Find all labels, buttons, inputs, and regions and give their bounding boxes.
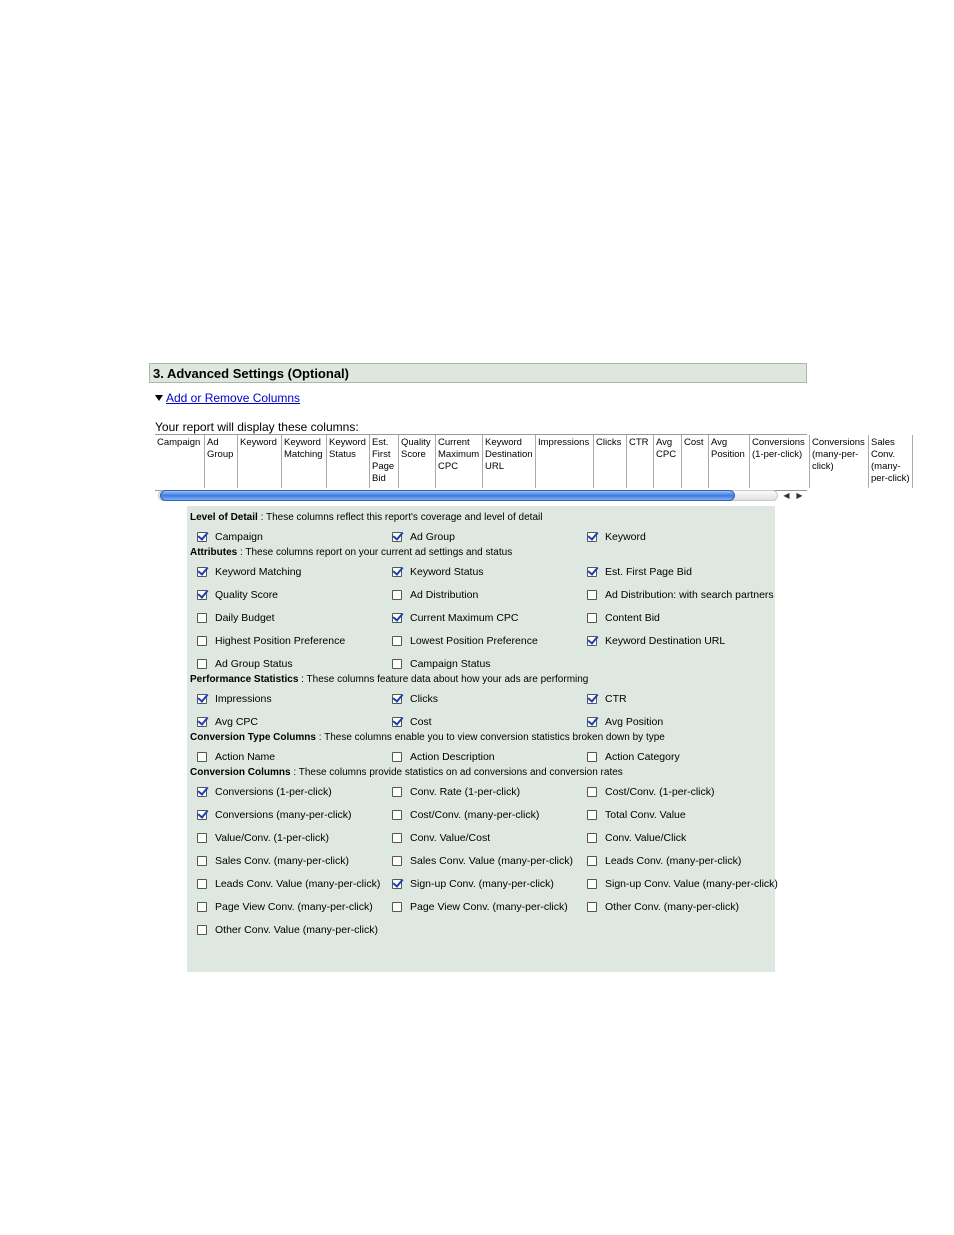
checkbox-label: Conv. Value/Click	[605, 832, 687, 844]
checkbox[interactable]	[197, 694, 207, 704]
column-option-clicks[interactable]	[392, 692, 438, 706]
column-option-ad-distribution-with-search-partners[interactable]	[587, 588, 774, 602]
column-option-conversions-1-per-click[interactable]	[197, 785, 332, 799]
checkbox[interactable]	[392, 879, 402, 889]
checkbox[interactable]	[587, 567, 597, 577]
checkbox-label: Lowest Position Preference	[410, 635, 538, 647]
column-option-content-bid[interactable]	[587, 611, 660, 625]
section-title-level-of-detail	[190, 512, 542, 523]
checkbox-label: Clicks	[410, 693, 438, 705]
checkbox-label: Other Conv. (many-per-click)	[605, 901, 739, 913]
checkbox[interactable]	[197, 659, 207, 669]
column-option-total-conv-value[interactable]	[587, 808, 686, 822]
preview-column-header: Conversions (1-per-click)	[750, 435, 810, 488]
checkbox-label: Conversions (many-per-click)	[215, 809, 352, 821]
checkbox[interactable]	[587, 902, 597, 912]
column-option-highest-position-preference[interactable]	[197, 634, 345, 648]
checkbox-label: Value/Conv. (1-per-click)	[215, 832, 329, 844]
preview-column-header: Campaign	[155, 435, 205, 488]
checkbox-label: Page View Conv. (many-per-click)	[410, 901, 568, 913]
checkbox-label: Conversions (1-per-click)	[215, 786, 332, 798]
checkbox-label: Action Description	[410, 751, 495, 763]
checkbox-label: Ad Distribution	[410, 589, 479, 601]
checkbox[interactable]	[392, 856, 402, 866]
checkbox-label: Quality Score	[215, 589, 279, 601]
column-option-leads-conv-many-per-click[interactable]	[587, 854, 741, 868]
column-option-est-first-page-bid[interactable]	[587, 565, 692, 579]
checkbox[interactable]	[587, 833, 597, 843]
column-option-ad-distribution[interactable]	[392, 588, 478, 602]
checkbox[interactable]	[587, 613, 597, 623]
column-option-lowest-position-preference[interactable]	[392, 634, 538, 648]
checkbox-label: Keyword Matching	[215, 566, 302, 578]
checkbox-label: Keyword	[605, 531, 646, 543]
checkbox[interactable]	[197, 752, 207, 762]
checkbox[interactable]	[587, 752, 597, 762]
column-option-campaign[interactable]	[197, 530, 263, 544]
column-option-action-description[interactable]	[392, 750, 495, 764]
checkbox[interactable]	[197, 567, 207, 577]
checkbox[interactable]	[392, 902, 402, 912]
checkbox-label: Cost	[410, 716, 432, 728]
section-title-performance-statistics	[190, 674, 588, 685]
preview-column-header: Keyword Status	[327, 435, 370, 488]
section-description: : These columns report on your current ad settings and status	[237, 547, 513, 558]
checkbox-label: Daily Budget	[215, 612, 275, 624]
column-option-keyword[interactable]	[587, 530, 646, 544]
checkbox[interactable]	[197, 856, 207, 866]
section-description: : These columns reflect this report's coverage and level of detail	[257, 512, 543, 523]
checkbox[interactable]	[392, 833, 402, 843]
section-title-conversion-columns	[190, 767, 623, 778]
checkbox[interactable]	[392, 787, 402, 797]
preview-column-header: Keyword Destination URL	[483, 435, 536, 488]
column-option-avg-cpc[interactable]	[197, 715, 258, 729]
preview-column-header: Keyword Matching	[282, 435, 327, 488]
checkbox[interactable]	[392, 717, 402, 727]
section-name: Conversion Columns	[190, 767, 291, 778]
triangle-down-icon[interactable]	[155, 395, 163, 401]
column-option-quality-score[interactable]	[197, 588, 278, 602]
checkbox-label: Content Bid	[605, 612, 660, 624]
preview-column-header: Ad Group	[205, 435, 238, 488]
column-option-page-view-conv-many-per-click[interactable]	[392, 900, 568, 914]
checkbox[interactable]	[197, 613, 207, 623]
column-option-keyword-matching[interactable]	[197, 565, 301, 579]
preview-column-header: CTR	[627, 435, 654, 488]
column-option-cost-conv-1-per-click[interactable]	[587, 785, 715, 799]
column-option-cost[interactable]	[392, 715, 432, 729]
column-option-impressions[interactable]	[197, 692, 272, 706]
checkbox-label: Sales Conv. Value (many-per-click)	[410, 855, 573, 867]
column-option-action-category[interactable]	[587, 750, 680, 764]
checkbox-label: Campaign Status	[410, 658, 491, 670]
column-option-sign-up-conv-many-per-click[interactable]	[392, 877, 554, 891]
checkbox-label: Ad Distribution: with search partners	[605, 589, 774, 601]
checkbox-label: Est. First Page Bid	[605, 566, 692, 578]
column-option-sign-up-conv-value-many-per-click[interactable]	[587, 877, 778, 891]
checkbox-label: Campaign	[215, 531, 263, 543]
checkbox-label: Sign-up Conv. Value (many-per-click)	[605, 878, 778, 890]
checkbox-label: Leads Conv. (many-per-click)	[605, 855, 742, 867]
checkbox[interactable]	[587, 856, 597, 866]
column-options-panel	[187, 506, 778, 972]
section-name: Conversion Type Columns	[190, 732, 316, 743]
checkbox[interactable]	[197, 833, 207, 843]
preview-header-row	[155, 435, 913, 488]
checkbox-label: Impressions	[215, 693, 272, 705]
checkbox[interactable]	[587, 590, 597, 600]
column-option-other-conv-many-per-click[interactable]	[587, 900, 739, 914]
column-option-ctr[interactable]	[587, 692, 627, 706]
checkbox[interactable]	[587, 879, 597, 889]
checkbox-label: CTR	[605, 693, 627, 705]
checkbox-label: Cost/Conv. (1-per-click)	[605, 786, 715, 798]
scroll-right-arrow-icon[interactable]: ▶	[796, 491, 803, 500]
checkbox[interactable]	[587, 810, 597, 820]
preview-column-header: Current Maximum CPC	[436, 435, 483, 488]
checkbox-label: Sign-up Conv. (many-per-click)	[410, 878, 554, 890]
column-option-page-view-conv-many-per-click[interactable]	[197, 900, 373, 914]
checkbox[interactable]	[197, 590, 207, 600]
preview-column-header: Clicks	[594, 435, 627, 488]
section-description: : These columns enable you to view conversion statistics broken down by type	[315, 732, 665, 743]
column-option-conv-rate-1-per-click[interactable]	[392, 785, 520, 799]
column-option-leads-conv-value-many-per-click[interactable]	[197, 877, 380, 891]
preview-column-header: Conversions (many-per-click)	[810, 435, 869, 488]
checkbox[interactable]	[392, 590, 402, 600]
checkbox[interactable]	[587, 717, 597, 727]
checkbox-label: Leads Conv. Value (many-per-click)	[215, 878, 381, 890]
add-remove-columns-toggle[interactable]	[155, 390, 300, 406]
column-option-action-name[interactable]	[197, 750, 275, 764]
checkbox[interactable]	[197, 636, 207, 646]
checkbox[interactable]	[392, 613, 402, 623]
column-option-value-conv-1-per-click[interactable]	[197, 831, 329, 845]
checkbox-label: Avg Position	[605, 716, 664, 728]
add-remove-columns-link[interactable]: Add or Remove Columns	[166, 391, 301, 405]
checkbox[interactable]	[197, 717, 207, 727]
checkbox[interactable]	[197, 902, 207, 912]
checkbox-label: Action Category	[605, 751, 680, 763]
checkbox[interactable]	[392, 810, 402, 820]
section-header-advanced-settings: 3. Advanced Settings (Optional)	[149, 363, 807, 383]
column-option-current-maximum-cpc[interactable]	[392, 611, 519, 625]
checkbox[interactable]	[392, 752, 402, 762]
section-name: Level of Detail	[190, 512, 258, 523]
checkbox[interactable]	[197, 810, 207, 820]
column-option-ad-group[interactable]	[392, 530, 455, 544]
checkbox-label: Ad Group Status	[215, 658, 293, 670]
section-description: : These columns feature data about how your ads are performing	[298, 674, 589, 685]
column-option-other-conv-value-many-per-click[interactable]	[197, 923, 378, 937]
column-option-ad-group-status[interactable]	[197, 657, 293, 671]
preview-column-header: Avg CPC	[654, 435, 682, 488]
section-name: Performance Statistics	[190, 674, 299, 685]
section-title-conversion-type-columns	[190, 732, 665, 743]
columns-preview-table	[155, 434, 910, 491]
column-option-campaign-status[interactable]	[392, 657, 491, 671]
column-option-daily-budget[interactable]	[197, 611, 275, 625]
preview-column-header: Impressions	[536, 435, 594, 488]
checkbox-label: Other Conv. Value (many-per-click)	[215, 924, 378, 936]
section-title-attributes	[190, 547, 512, 558]
display-columns-label: Your report will display these columns:	[155, 420, 359, 434]
checkbox[interactable]	[587, 532, 597, 542]
checkbox[interactable]	[197, 532, 207, 542]
checkbox[interactable]	[587, 694, 597, 704]
checkbox-label: Conv. Value/Cost	[410, 832, 491, 844]
checkbox[interactable]	[197, 925, 207, 935]
checkbox[interactable]	[392, 567, 402, 577]
checkbox[interactable]	[587, 636, 597, 646]
checkbox[interactable]	[392, 694, 402, 704]
checkbox-label: Conv. Rate (1-per-click)	[410, 786, 521, 798]
column-option-sales-conv-many-per-click[interactable]	[197, 854, 349, 868]
checkbox-label: Avg CPC	[215, 716, 258, 728]
checkbox-label: Keyword Status	[410, 566, 484, 578]
column-option-conv-value-cost[interactable]	[392, 831, 490, 845]
column-option-conv-value-click[interactable]	[587, 831, 686, 845]
section-name: Attributes	[190, 547, 238, 558]
preview-column-header: Cost	[682, 435, 709, 488]
column-option-keyword-status[interactable]	[392, 565, 484, 579]
column-option-conversions-many-per-click[interactable]	[197, 808, 352, 822]
checkbox[interactable]	[392, 532, 402, 542]
checkbox[interactable]	[197, 879, 207, 889]
preview-column-header: Avg Position	[709, 435, 750, 488]
column-option-sales-conv-value-many-per-click[interactable]	[392, 854, 573, 868]
checkbox-label: Total Conv. Value	[605, 809, 686, 821]
preview-scrollbar[interactable]	[155, 489, 807, 502]
preview-column-header: Est. First Page Bid	[370, 435, 399, 488]
column-option-avg-position[interactable]	[587, 715, 663, 729]
checkbox-label: Ad Group	[410, 531, 455, 543]
checkbox-label: Cost/Conv. (many-per-click)	[410, 809, 540, 821]
checkbox-label: Current Maximum CPC	[410, 612, 519, 624]
scroll-left-arrow-icon[interactable]: ◀	[783, 491, 790, 500]
checkbox-label: Highest Position Preference	[215, 635, 346, 647]
preview-column-header: Keyword	[238, 435, 282, 488]
preview-column-header: Quality Score	[399, 435, 436, 488]
column-option-cost-conv-many-per-click[interactable]	[392, 808, 539, 822]
checkbox[interactable]	[392, 636, 402, 646]
section-description: : These columns provide statistics on ad conversions and conversion rates	[290, 767, 623, 778]
column-option-keyword-destination-url[interactable]	[587, 634, 725, 648]
checkbox-label: Sales Conv. (many-per-click)	[215, 855, 350, 867]
checkbox[interactable]	[587, 787, 597, 797]
checkbox-label: Action Name	[215, 751, 276, 763]
checkbox[interactable]	[392, 659, 402, 669]
scrollbar-thumb[interactable]	[160, 490, 735, 501]
checkbox-label: Keyword Destination URL	[605, 635, 726, 647]
preview-column-header: Sales Conv. (many-per-click)	[869, 435, 913, 488]
checkbox-label: Page View Conv. (many-per-click)	[215, 901, 373, 913]
checkbox[interactable]	[197, 787, 207, 797]
